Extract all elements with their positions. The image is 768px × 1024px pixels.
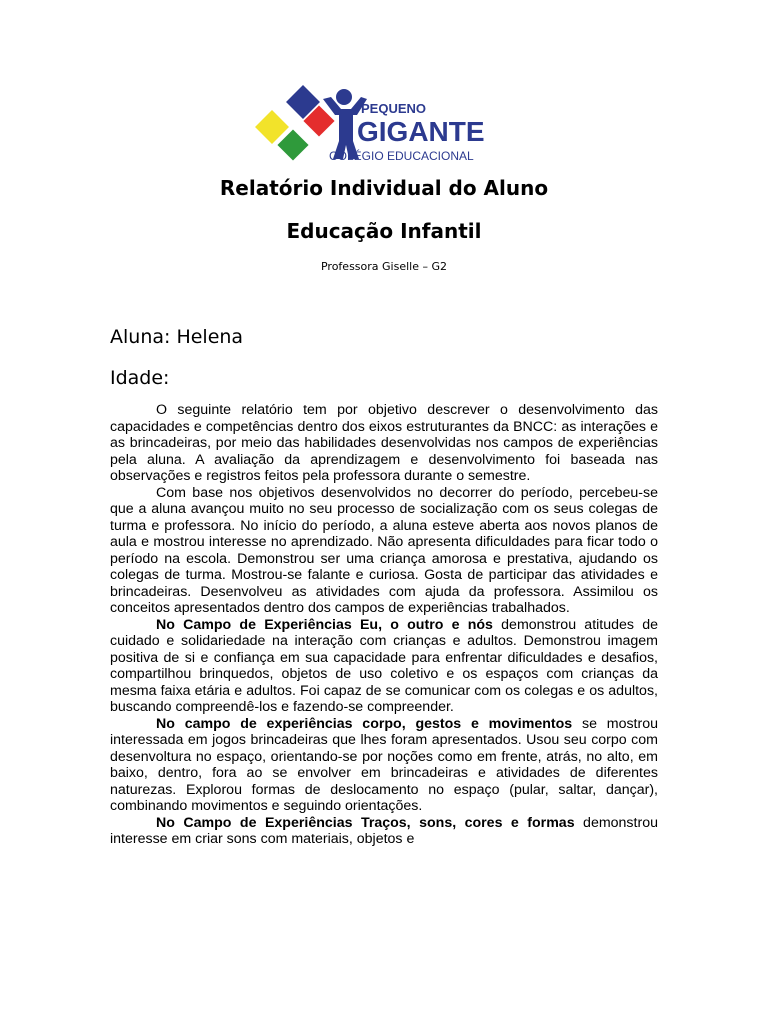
paragraph-lead: No Campo de Experiências Traços, sons, cores e formas (156, 814, 575, 831)
report-paragraph (110, 617, 658, 716)
report-paragraph (110, 716, 658, 815)
report-paragraph (110, 485, 658, 617)
paragraph-text: se mostrou interessada em jogos brincadeiras que lhes foram apresentados. Usou seu corpo com desenvoltura no espaço, orientando-se por noções como em frente, atrás, no alto, em baixo, dentro, fora ao se envolver em brincadeiras e atividades de diferentes naturezas. Explorou formas de deslocamento no espaço (pular, saltar, dançar), combinando movimentos e seguindo orientações. (110, 715, 659, 814)
document-title: Relatório Individual do Aluno (219, 176, 549, 200)
report-body (110, 402, 658, 848)
paragraph-text: O seguinte relatório tem por objetivo descrever o desenvolvimento das capacidades e competências dentro dos eixos estruturantes da BNCC: as interações e as brincadeiras, por meio das habilidades desenvolvidas nos campos de experiências pela aluna. A avaliação da aprendizagem e desenvolvimento foi baseada nas observações e registros feitos pela professora durante o semestre. (110, 402, 658, 484)
teacher-line: Professora Giselle – G2 (320, 260, 448, 273)
student-name: Aluna: Helena (110, 326, 244, 348)
paragraph-text: Com base nos objetivos desenvolvidos no decorrer do período, percebeu-se que a aluna avançou muito no seu processo de socialização com os seus colegas de turma e professora. No início do período, a aluna esteve aberta aos novos planos de aula e mostrou interesse no aprendizado. Não apresenta dificuldades para ficar todo o período na escola. Demonstrou ser uma criança amorosa e prestativa, ajudando os colegas de turma. Mostrou-se falante e curiosa. Gosta de participar das atividades e brincadeiras. Desenvolveu as atividades com ajuda da professora. Assimilou os conceitos apresentados dentro dos campos de experiências trabalhados. (110, 484, 658, 616)
paragraph-text: demonstrou interesse em criar sons com materiais, objetos e (110, 814, 658, 847)
school-logo (249, 85, 519, 165)
logo-text-gigante: GIGANTE (357, 116, 485, 147)
logo-text-colegio: COLÉGIO EDUCACIONAL (329, 149, 474, 163)
report-paragraph (110, 815, 658, 848)
student-age: Idade: (110, 367, 170, 389)
document-subtitle: Educação Infantil (286, 219, 482, 243)
report-paragraph (110, 402, 658, 485)
logo-text-pequeno: PEQUENO (361, 101, 427, 116)
logo-graphic (249, 85, 519, 165)
paragraph-lead: No Campo de Experiências Eu, o outro e nós (156, 616, 493, 633)
paragraph-lead: No campo de experiências corpo, gestos e movimentos (156, 715, 573, 732)
paragraph-text: demonstrou atitudes de cuidado e solidariedade na interação com crianças e adultos. Demonstrou imagem positiva de si e confiança em sua capacidade para enfrentar dificuldades e desafios, compartilhou brinquedos, objetos de uso coletivo e os espaços com crianças da mesma faixa etária e adultos. Foi capaz de se comunicar com os colegas e os adultos, buscando compreendê-los e fazendo-se compreender. (110, 616, 659, 715)
